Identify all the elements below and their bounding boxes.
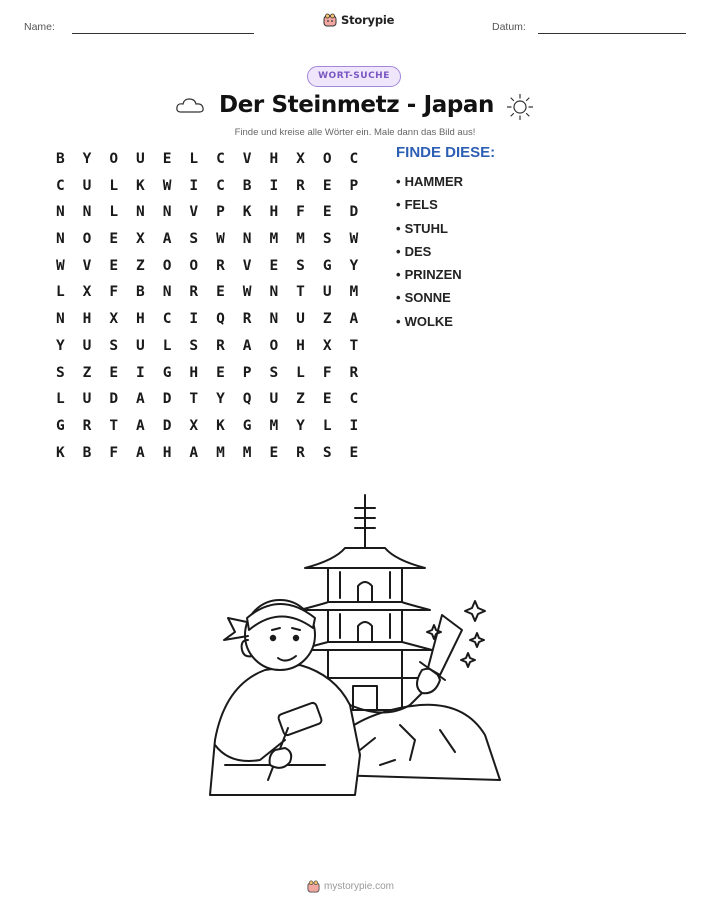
grid-cell[interactable]: U bbox=[269, 391, 279, 408]
brand-name: Storypie bbox=[341, 13, 395, 27]
grid-cell[interactable]: Q bbox=[242, 391, 252, 408]
grid-cell[interactable]: O bbox=[82, 231, 92, 248]
activity-badge: WORT-SUCHE bbox=[307, 66, 401, 87]
grid-cell[interactable]: E bbox=[322, 391, 332, 408]
word-list-item: • STUHL bbox=[396, 217, 463, 240]
grid-cell[interactable]: B bbox=[136, 284, 145, 301]
grid-cell[interactable]: Y bbox=[216, 391, 225, 408]
grid-cell[interactable]: R bbox=[189, 284, 199, 301]
word-search-grid bbox=[47, 146, 367, 466]
grid-cell[interactable]: Y bbox=[82, 151, 92, 167]
grid-cell[interactable]: B bbox=[82, 444, 92, 461]
grid-cell[interactable]: S bbox=[296, 257, 305, 274]
grid-cell[interactable]: D bbox=[162, 391, 172, 408]
grid-cell[interactable]: I bbox=[349, 417, 359, 434]
grid-cell[interactable]: Y bbox=[55, 337, 65, 354]
grid-cell[interactable]: N bbox=[162, 204, 172, 221]
grid-cell[interactable]: B bbox=[242, 177, 252, 194]
grid-cell[interactable]: E bbox=[216, 364, 225, 381]
grid-cell[interactable]: H bbox=[162, 444, 172, 461]
grid-cell[interactable]: C bbox=[349, 151, 359, 167]
sun-icon bbox=[506, 93, 534, 121]
word-list-item: • HAMMER bbox=[396, 170, 463, 193]
date-line bbox=[538, 33, 686, 34]
cloud-icon bbox=[175, 96, 206, 116]
grid-cell[interactable]: E bbox=[109, 364, 119, 381]
grid-cell[interactable]: L bbox=[162, 337, 172, 354]
grid-cell[interactable]: S bbox=[322, 444, 332, 461]
word-list-title: FINDE DIESE: bbox=[396, 144, 496, 161]
grid-cell[interactable]: X bbox=[136, 231, 145, 248]
grid-cell[interactable]: Z bbox=[322, 311, 332, 328]
grid-cell[interactable]: S bbox=[189, 337, 199, 354]
grid-cell[interactable]: W bbox=[216, 231, 225, 248]
grid-cell[interactable]: K bbox=[136, 177, 145, 194]
grid-cell[interactable]: M bbox=[242, 444, 252, 461]
grid-cell[interactable]: H bbox=[269, 151, 279, 167]
grid-cell[interactable]: U bbox=[322, 284, 332, 301]
grid-cell[interactable]: T bbox=[109, 417, 119, 434]
grid-cell[interactable]: O bbox=[109, 151, 119, 167]
grid-cell[interactable]: V bbox=[242, 151, 252, 167]
grid-cell[interactable]: Z bbox=[296, 391, 305, 408]
grid-cell[interactable]: N bbox=[55, 231, 65, 248]
word-list-item: • FELS bbox=[396, 193, 463, 216]
grid-cell[interactable]: L bbox=[296, 364, 305, 381]
grid-cell[interactable]: E bbox=[162, 151, 172, 167]
grid-cell[interactable]: P bbox=[349, 177, 359, 194]
grid-cell[interactable]: W bbox=[162, 177, 172, 194]
grid-cell[interactable]: S bbox=[269, 364, 279, 381]
grid-cell[interactable]: C bbox=[162, 311, 172, 328]
grid-cell[interactable]: I bbox=[189, 177, 199, 194]
grid-cell[interactable]: E bbox=[109, 257, 119, 274]
grid-cell[interactable]: U bbox=[136, 337, 145, 354]
grid-cell[interactable]: H bbox=[269, 204, 279, 221]
grid-cell[interactable]: R bbox=[296, 444, 305, 461]
grid-cell[interactable]: S bbox=[189, 231, 199, 248]
grid-cell[interactable]: R bbox=[296, 177, 305, 194]
grid-cell[interactable]: G bbox=[322, 257, 332, 274]
grid-cell[interactable]: X bbox=[189, 417, 199, 434]
grid-cell[interactable]: L bbox=[322, 417, 332, 434]
grid-cell[interactable]: W bbox=[55, 257, 65, 274]
grid-cell[interactable]: R bbox=[82, 417, 92, 434]
grid-cell[interactable]: X bbox=[82, 284, 92, 301]
grid-cell[interactable]: N bbox=[162, 284, 172, 301]
grid-cell[interactable]: L bbox=[109, 177, 119, 194]
grid-cell[interactable]: X bbox=[109, 311, 119, 328]
grid-cell[interactable]: M bbox=[296, 231, 305, 248]
grid-cell[interactable]: K bbox=[216, 417, 225, 434]
grid-cell[interactable]: T bbox=[296, 284, 305, 301]
grid-cell[interactable]: A bbox=[136, 391, 145, 408]
grid-cell[interactable]: H bbox=[296, 337, 305, 354]
word-list-item: • WOLKE bbox=[396, 310, 463, 333]
grid-cell[interactable]: Y bbox=[296, 417, 305, 434]
footer-url[interactable]: mystorypie.com bbox=[324, 881, 395, 892]
grid-cell[interactable]: E bbox=[322, 177, 332, 194]
grid-cell[interactable]: L bbox=[55, 391, 65, 408]
grid-cell[interactable]: S bbox=[55, 364, 65, 381]
grid-cell[interactable]: W bbox=[242, 284, 252, 301]
grid-cell[interactable]: T bbox=[189, 391, 199, 408]
grid-cell[interactable]: G bbox=[242, 417, 252, 434]
grid-cell[interactable]: V bbox=[189, 204, 199, 221]
grid-cell[interactable]: C bbox=[55, 177, 65, 194]
grid-cell[interactable]: C bbox=[216, 177, 225, 194]
word-list-item: • SONNE bbox=[396, 286, 463, 309]
grid-cell[interactable]: N bbox=[82, 204, 92, 221]
grid-cell[interactable]: E bbox=[269, 257, 279, 274]
grid-cell[interactable]: N bbox=[55, 204, 65, 221]
grid-cell[interactable]: D bbox=[162, 417, 172, 434]
grid-cell[interactable]: D bbox=[349, 204, 359, 221]
name-line bbox=[72, 33, 254, 34]
name-label: Name: bbox=[24, 21, 55, 33]
grid-cell[interactable]: A bbox=[162, 231, 172, 248]
grid-cell[interactable]: L bbox=[109, 204, 119, 221]
grid-cell[interactable]: S bbox=[109, 337, 119, 354]
grid-cell[interactable]: U bbox=[82, 177, 92, 194]
grid-cell[interactable]: K bbox=[242, 204, 252, 221]
grid-cell[interactable]: F bbox=[109, 444, 119, 461]
word-list-item: • PRINZEN bbox=[396, 263, 463, 286]
grid-cell[interactable]: Z bbox=[136, 257, 145, 274]
grid-cell[interactable]: F bbox=[322, 364, 332, 381]
grid-cell[interactable]: C bbox=[216, 151, 225, 167]
grid-cell[interactable]: R bbox=[216, 337, 225, 354]
grid-cell[interactable]: A bbox=[189, 444, 199, 461]
pie-logo-icon bbox=[307, 880, 320, 893]
grid-cell[interactable]: A bbox=[136, 417, 145, 434]
grid-cell[interactable]: A bbox=[136, 444, 145, 461]
instructions: Finde und kreise alle Wörter ein. Male dann das Bild aus! bbox=[234, 127, 476, 138]
grid-cell[interactable]: N bbox=[269, 284, 279, 301]
grid-cell[interactable]: E bbox=[269, 444, 279, 461]
grid-cell[interactable]: S bbox=[322, 231, 332, 248]
pie-logo-icon bbox=[323, 13, 337, 27]
grid-cell[interactable]: N bbox=[136, 204, 145, 221]
grid-cell[interactable]: U bbox=[136, 151, 145, 167]
footer bbox=[307, 880, 394, 893]
grid-cell[interactable]: U bbox=[82, 391, 92, 408]
grid-cell[interactable]: T bbox=[349, 337, 359, 354]
grid-cell[interactable]: B bbox=[55, 151, 65, 167]
grid-cell[interactable]: M bbox=[269, 417, 279, 434]
grid-cell[interactable]: L bbox=[55, 284, 65, 301]
page-title: Der Steinmetz - Japan bbox=[219, 92, 495, 118]
brand-logo bbox=[323, 13, 394, 27]
grid-cell[interactable]: A bbox=[242, 337, 252, 354]
grid-cell[interactable]: N bbox=[55, 311, 65, 328]
stonemason-pagoda-illustration bbox=[200, 490, 510, 800]
grid-cell[interactable]: H bbox=[189, 364, 199, 381]
grid-cell[interactable]: E bbox=[109, 231, 119, 248]
grid-cell[interactable]: X bbox=[322, 337, 332, 354]
grid-cell[interactable]: D bbox=[109, 391, 119, 408]
grid-cell[interactable]: P bbox=[242, 364, 252, 381]
grid-cell[interactable]: V bbox=[242, 257, 252, 274]
word-list bbox=[396, 170, 463, 333]
grid-cell[interactable]: O bbox=[162, 257, 172, 274]
grid-cell[interactable]: Y bbox=[349, 257, 359, 274]
grid-cell[interactable]: Q bbox=[216, 311, 225, 328]
grid-cell[interactable]: P bbox=[216, 204, 225, 221]
grid-cell[interactable]: M bbox=[216, 444, 225, 461]
date-label: Datum: bbox=[492, 21, 526, 33]
grid-cell[interactable]: O bbox=[189, 257, 199, 274]
grid-cell[interactable]: X bbox=[296, 151, 305, 167]
grid-cell[interactable]: E bbox=[349, 444, 359, 461]
grid-cell[interactable]: H bbox=[136, 311, 145, 328]
grid-cell[interactable]: I bbox=[269, 177, 279, 194]
grid-cell[interactable]: H bbox=[82, 311, 92, 328]
grid-cell[interactable]: W bbox=[349, 231, 359, 248]
grid-cell[interactable]: N bbox=[242, 231, 252, 248]
grid-cell[interactable]: O bbox=[322, 151, 332, 167]
grid-cell[interactable]: N bbox=[269, 311, 279, 328]
grid-cell[interactable]: A bbox=[349, 311, 359, 328]
grid-cell[interactable]: R bbox=[349, 364, 359, 381]
grid-cell[interactable]: G bbox=[162, 364, 172, 381]
grid-cell[interactable]: R bbox=[242, 311, 252, 328]
grid-cell[interactable]: U bbox=[296, 311, 305, 328]
grid-cell[interactable]: F bbox=[109, 284, 119, 301]
grid-cell[interactable]: F bbox=[296, 204, 305, 221]
grid-cell[interactable]: I bbox=[189, 311, 199, 328]
grid-cell[interactable]: E bbox=[216, 284, 225, 301]
grid-cell[interactable]: E bbox=[322, 204, 332, 221]
grid-cell[interactable]: I bbox=[136, 364, 145, 381]
grid-cell[interactable]: Z bbox=[82, 364, 92, 381]
grid-cell[interactable]: V bbox=[82, 257, 92, 274]
word-list-item: • DES bbox=[396, 240, 463, 263]
grid-cell[interactable]: U bbox=[82, 337, 92, 354]
grid-cell[interactable]: C bbox=[349, 391, 359, 408]
grid-cell[interactable]: L bbox=[189, 151, 199, 167]
grid-cell[interactable]: R bbox=[216, 257, 225, 274]
grid-cell[interactable]: K bbox=[55, 444, 65, 461]
grid-cell[interactable]: G bbox=[55, 417, 65, 434]
grid-cell[interactable]: M bbox=[349, 284, 359, 301]
grid-cell[interactable]: M bbox=[269, 231, 279, 248]
grid-cell[interactable]: O bbox=[269, 337, 279, 354]
